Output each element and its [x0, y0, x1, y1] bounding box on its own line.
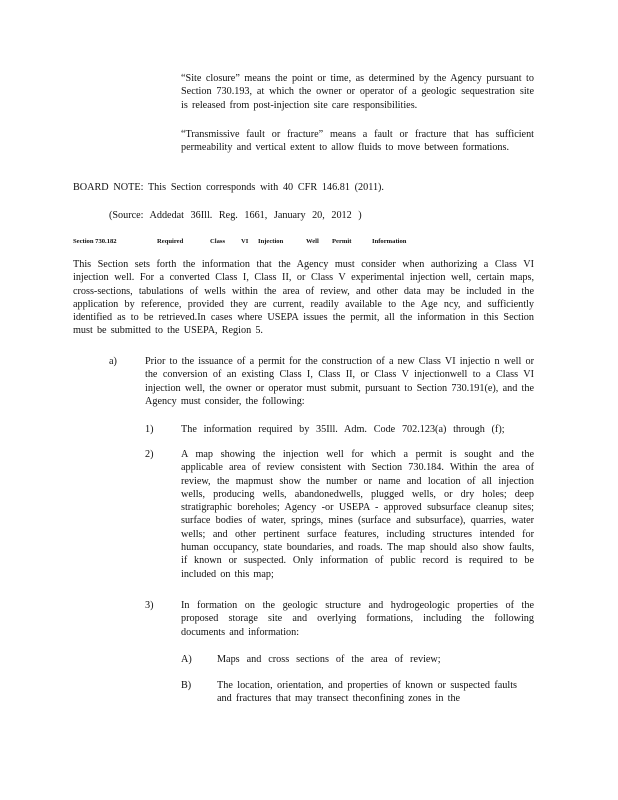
item-1-label: 1) [145, 424, 154, 435]
source-note: (Source: Addedat 36Ill. Reg. 1661, January 20, 2012 ) [109, 210, 362, 221]
heading-word-injection: Injection [258, 238, 284, 245]
heading-word-information: Information [372, 238, 407, 245]
heading-word-class: Class [210, 238, 226, 245]
item-1-text: The information required by 35Ill. Adm. Code 702.123(a) through (f); [181, 424, 505, 435]
section-heading [73, 237, 533, 246]
item-2-text: A map showing the injection well for which a permit is sought and the applicable area of review consistent with Section 730.184. Within the area of review, the mapmust show the number or name and location of all injection wells, producing wells, abandonedwells, plugged wells, or dry holes; deep stratigraphic boreholes; Agency -or USEPA - approved subsurface cleanup sites; surface bodies of water, springs, mines (surface and subsurface), quarries, water wells; and other pertinent surface features, including structures intended for human occupancy, state boundaries, and roads. The map should also show faults, if known or suspected. Only information of public record is required to be included on this map; [181, 449, 534, 580]
subitem-a-label: A) [181, 654, 192, 665]
subitem-b-text: The location, orientation, and properties of known or suspected faults and fractures that may transect theconfining zones in the [217, 680, 517, 705]
definition-site-closure: “Site closure” means the point or time, as determined by the Agency pursuant to Section 730.193, at which the owner or operator of a geologic sequestration site is released from post-injection site care responsibilities. [181, 73, 534, 111]
subitem-a-text: Maps and cross sections of the area of review; [217, 654, 441, 665]
heading-word-required: Required [157, 238, 184, 245]
item-3-text: In formation on the geologic structure and hydrogeologic properties of the proposed storage site and overlying formations, including the following documents and information: [181, 600, 534, 638]
section-number: Section 730.182 [73, 238, 117, 245]
board-note: BOARD NOTE: This Section corresponds with 40 CFR 146.81 (2011). [73, 182, 384, 193]
subsection-a-label: a) [109, 356, 117, 367]
heading-word-well: Well [306, 238, 319, 245]
item-3-label: 3) [145, 600, 154, 611]
item-2-label: 2) [145, 449, 154, 460]
subitem-b-label: B) [181, 680, 192, 691]
heading-word-vi: VI [241, 238, 249, 245]
heading-word-permit: Permit [332, 238, 352, 245]
subsection-a-text: Prior to the issuance of a permit for the construction of a new Class VI injectio n well or the conversion of an existing Class I, Class II, or Class V injectionwell to a Class VI injection well, the owner or operator must submit, pursuant to Section 730.191(e), and the Agency must consider, the following: [145, 356, 534, 407]
intro-paragraph: This Section sets forth the information that the Agency must consider when authorizing a Class VI injection well. For a converted Class I, Class II, or Class V experimental injection well, certain maps, cross-sections, tabulations of wells within the area of review, and other data may be included in the application by reference, provided they are current, readily available to the Age ncy, and sufficiently identified as to be retrieved.In cases where USEPA issues the permit, all the information in this Section must be submitted to the USEPA, Region 5. [73, 259, 534, 337]
definition-transmissive-fault: “Transmissive fault or fracture” means a fault or fracture that has sufficient permeability and vertical extent to allow fluids to move between formations. [181, 129, 534, 154]
